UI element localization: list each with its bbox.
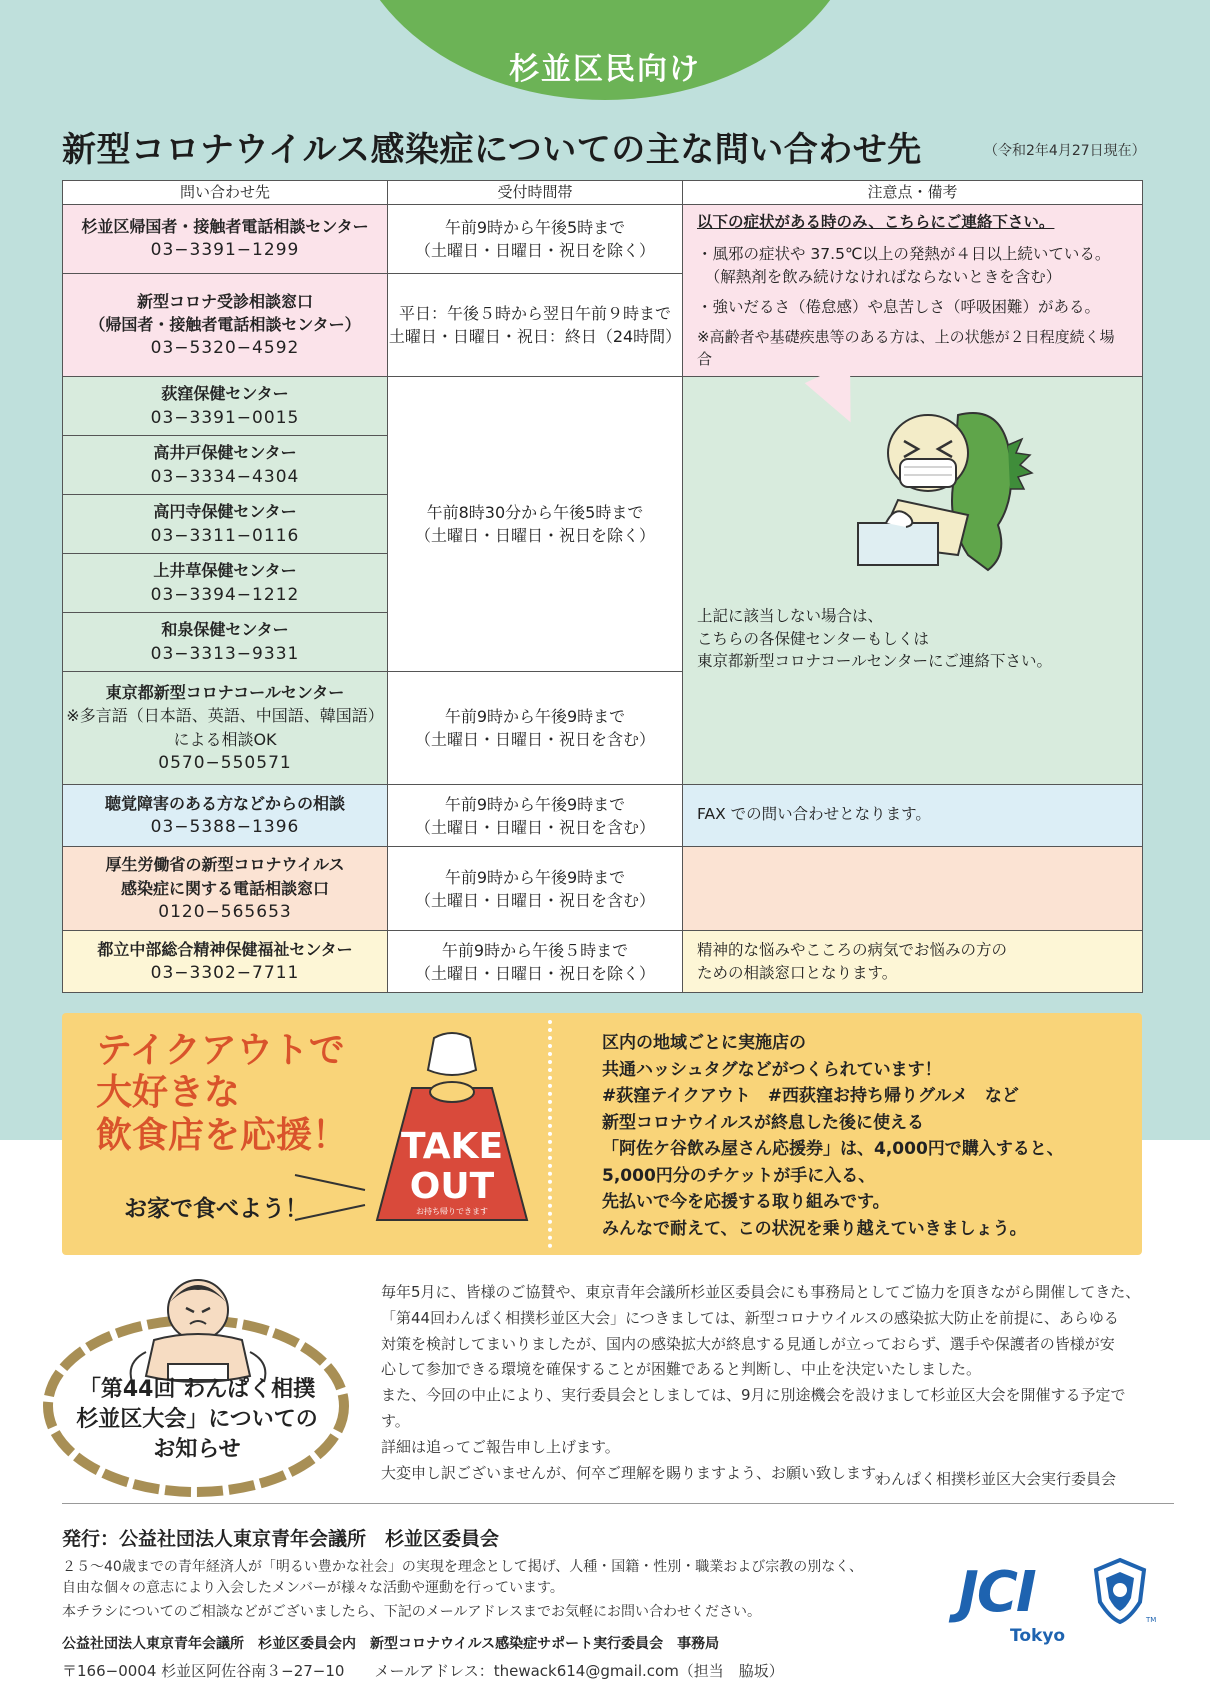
bag-text-small: お持ち帰りできます <box>416 1207 488 1216</box>
audience-label: 杉並区民向け <box>509 52 701 87</box>
takeout-headline <box>96 1030 348 1157</box>
contact-tel: 03−5388−1396 <box>150 817 300 838</box>
contact-tel: 03−5320−4592 <box>150 338 300 359</box>
jci-trademark: TM <box>1146 1616 1157 1624</box>
contact-cell <box>63 847 388 931</box>
takeout-subline: お家で食べよう！ <box>124 1196 308 1222</box>
takeout-body-line: みんなで耐えて、この状況を乗り越えていきましょう。 <box>602 1218 1027 1239</box>
sumo-body-line: 詳細は追ってご報告申し上げます。 <box>381 1437 620 1456</box>
contact-tel: 03−3302−7711 <box>150 963 300 984</box>
column-header-contact: 問い合わせ先 <box>63 181 388 205</box>
publisher-org: 公益社団法人東京青年会議所 杉並区委員会内 新型コロナウイルス感染症サポート実行委員会 事務局 <box>62 1636 720 1652</box>
contact-name: 杉並区帰国者・接触者電話相談センター <box>81 217 369 237</box>
hours-line: （土曜日・日曜日・祝日を含む） <box>414 817 655 837</box>
hours-line: 午前8時30分から午後5時まで <box>426 503 644 523</box>
symptom-item: ・強いだるさ（倦怠感）や息苦しさ（呼吸困難）がある。 <box>697 298 1101 317</box>
contact-name: 都立中部総合精神保健福祉センター <box>97 939 353 959</box>
publisher-address: 〒166−0004 杉並区阿佐谷南３−27−10 メールアドレス：thewack614@gmail.com（担当 脇坂） <box>62 1662 784 1680</box>
hours-line: （土曜日・日曜日・祝日を含む） <box>414 890 655 910</box>
contact-name: 聴覚障害のある方などからの相談 <box>104 793 345 813</box>
hours-line: （土曜日・日曜日・祝日を含む） <box>414 730 655 750</box>
symptom-item: （解熱剤を飲み続けなければならないときを含む） <box>697 267 1062 286</box>
takeout-headline-line: 飲食店を応援！ <box>96 1114 349 1156</box>
contact-name: 高円寺保健センター <box>153 502 297 522</box>
bag-text-take: TAKE <box>400 1126 504 1167</box>
hours-line: 午前9時から午後9時まで <box>444 867 626 887</box>
other-note-line: 東京都新型コロナコールセンターにご連絡下さい。 <box>697 652 1052 671</box>
contact-cell <box>63 672 388 785</box>
sumo-body-line: 「第44回わんぱく相撲杉並区大会」につきましては、新型コロナウイルスの感染拡大防止を前提に、あらゆる <box>381 1308 1119 1327</box>
publisher-description <box>62 1557 962 1599</box>
sumo-body-line: 心して参加できる環境を確保することが困難であると判断し、中止を決定いたしました。 <box>381 1360 982 1379</box>
hours-cell <box>388 785 683 847</box>
contact-name: 厚生労働省の新型コロナウイルス <box>105 855 345 875</box>
contact-name: 和泉保健センター <box>161 620 289 640</box>
jci-logo-text: JCI <box>958 1560 1035 1625</box>
symptom-note-cell <box>683 205 1143 377</box>
contact-cell <box>63 436 388 495</box>
contact-tel: 03−3334−4304 <box>150 466 300 487</box>
sumo-notice-body <box>381 1280 1151 1486</box>
jci-logo-city: Tokyo <box>1010 1626 1066 1646</box>
table-row <box>63 205 1143 274</box>
contact-name: ※多言語（日本語、英語、中国語、韓国語） <box>66 706 384 726</box>
hours-line: 午前9時から午後５時まで <box>441 940 629 960</box>
note-cell <box>683 847 1143 931</box>
contact-name: 荻窪保健センター <box>161 384 289 404</box>
jci-emblem-icon <box>1090 1556 1157 1626</box>
column-header-notes: 注意点・備考 <box>683 181 1143 205</box>
contact-cell <box>63 495 388 554</box>
note-cell <box>683 785 1143 847</box>
contact-tel: 03−3313−9331 <box>150 643 300 664</box>
hours-line: 午前9時から午後5時まで <box>444 217 626 237</box>
contact-tel: 03−3391−1299 <box>150 240 300 261</box>
other-note-line: 上記に該当しない場合は、 <box>697 607 884 626</box>
contact-name: 感染症に関する電話相談窓口 <box>120 878 329 898</box>
contact-cell <box>63 785 388 847</box>
contact-name: 高井戸保健センター <box>153 443 297 463</box>
hours-line: （土曜日・日曜日・祝日を除く） <box>414 240 655 260</box>
hours-line: （土曜日・日曜日・祝日を除く） <box>414 526 655 546</box>
sumo-title-line: 「第44回 わんぱく相撲 <box>78 1377 316 1402</box>
hours-line: 午前9時から午後9時まで <box>444 707 626 727</box>
table-row <box>63 847 1143 931</box>
takeout-body-line: 5,000円分のチケットが手に入る、 <box>602 1165 876 1186</box>
contact-name: 新型コロナ受診相談窓口 <box>136 291 313 311</box>
mental-note-line: ための相談窓口となります。 <box>697 963 898 982</box>
contact-tel: 03−3311−0116 <box>150 525 300 546</box>
contact-tel: 0120−565653 <box>158 901 292 922</box>
publisher-desc-line: ２５〜40歳までの青年経済人が「明るい豊かな社会」の実現を理念として掲げ、人種・国籍・性別・職業および宗教の別なく、 <box>62 1559 863 1575</box>
hours-cell <box>388 205 683 274</box>
takeout-body-line: 区内の地域ごとに実施店の <box>602 1033 806 1053</box>
hours-line: 午前9時から午後9時まで <box>444 794 626 814</box>
section-divider <box>62 1503 1174 1504</box>
sumo-title-line: お知らせ <box>153 1436 241 1462</box>
contact-name: による相談OK <box>173 729 277 749</box>
contact-cell <box>63 377 388 436</box>
publisher-desc-line: 自由な個々の意志により入会したメンバーが様々な活動や運動を行っています。 <box>62 1580 564 1596</box>
contact-name: 上井草保健センター <box>153 561 297 581</box>
contact-cell <box>63 273 388 376</box>
sumo-body-line: 毎年5月に、皆様のご協賛や、東京青年会議所杉並区委員会にも事務局としてご協力を頂きながら開催してきた、 <box>381 1283 1141 1301</box>
table-row <box>63 931 1143 993</box>
takeout-body-line: 「阿佐ケ谷飲み屋さん応援券」は、4,000円で購入すると、 <box>602 1139 1064 1160</box>
publisher-title: 発行：公益社団法人東京青年会議所 杉並区委員会 <box>62 1528 500 1550</box>
hours-line: （土曜日・日曜日・祝日を除く） <box>414 963 655 983</box>
contact-cell <box>63 613 388 672</box>
table-header-row <box>63 181 1143 205</box>
table-row <box>63 785 1143 847</box>
hours-cell <box>388 847 683 931</box>
sumo-body-line: 対策を検討してまいりましたが、国内の感染拡大が終息する見通しが立っておらず、選手や保護者の皆様が安 <box>381 1334 1115 1353</box>
contact-tel: 03−3394−1212 <box>150 584 300 605</box>
hours-line: 土曜日・日曜日・祝日：終日（24時間） <box>388 327 682 347</box>
mental-note-line: 精神的な悩みやこころの病気でお悩みの方の <box>697 941 1008 960</box>
as-of-date: （令和2年4月27日現在） <box>984 143 1146 159</box>
contact-cell <box>63 205 388 274</box>
contact-name: （帰国者・接触者電話相談センター） <box>89 314 361 334</box>
note-cell <box>683 931 1143 993</box>
takeout-bag-icon <box>372 1030 532 1230</box>
takeout-body <box>602 1030 1064 1242</box>
contact-tel: 0570−550571 <box>158 752 292 773</box>
sumo-body-line: また、今回の中止により、実行委員会としましては、9月に別途機会を設けまして杉並区大会を開催する予定です。 <box>381 1386 1126 1430</box>
takeout-body-line: 先払いで今を応援する取り組みです。 <box>602 1192 890 1213</box>
takeout-headline-line: 大好きな <box>96 1072 241 1114</box>
publisher-inquiry: 本チラシについてのご相談などがございましたら、下記のメールアドレスまでお気軽にお問い合わせください。 <box>62 1604 762 1620</box>
sumo-title-line: 杉並区大会」についての <box>76 1406 318 1432</box>
takeout-body-line: 共通ハッシュタグなどがつくられています！ <box>602 1059 942 1080</box>
sumo-title <box>62 1375 332 1465</box>
bag-text-out: OUT <box>409 1166 495 1207</box>
takeout-headline-line: テイクアウトで <box>96 1030 345 1071</box>
other-note-line: こちらの各保健センターもしくは <box>697 629 929 648</box>
sumo-signature: わんぱく相撲杉並区大会実行委員会 <box>876 1470 1117 1488</box>
contacts-table <box>62 180 1143 993</box>
hours-line: 平日：午後５時から翌日午前９時まで <box>398 303 671 323</box>
takeout-hashtags: #荻窪テイクアウト #西荻窪お持ち帰りグルメ など <box>602 1086 1019 1107</box>
contact-name: 東京都新型コロナコールセンター <box>105 683 345 703</box>
column-header-hours: 受付時間帯 <box>388 181 683 205</box>
takeout-body-line: 新型コロナウイルスが終息した後に使える <box>602 1112 924 1133</box>
page-title: 新型コロナウイルス感染症についての主な問い合わせ先 <box>62 130 922 170</box>
symptom-note-head: 以下の症状がある時のみ、こちらにご連絡下さい。 <box>697 213 1055 231</box>
hours-cell <box>388 273 683 376</box>
masked-mascot-icon <box>858 405 1038 575</box>
contact-cell <box>63 931 388 993</box>
contact-tel: 03−3391−0015 <box>150 407 300 428</box>
symptom-footnote: ※高齢者や基礎疾患等のある方は、上の状態が２日程度続く場合 <box>697 327 1115 368</box>
fax-note: FAX での問い合わせとなります。 <box>697 805 931 824</box>
contact-cell <box>63 554 388 613</box>
hours-cell <box>388 377 683 672</box>
symptom-item: ・風邪の症状や 37.5℃以上の発熱が４日以上続いている。 <box>697 245 1111 264</box>
hours-cell <box>388 931 683 993</box>
sumo-body-line: 大変申し訳ございませんが、何卒ご理解を賜りますよう、お願い致します。 <box>381 1463 890 1482</box>
hours-cell <box>388 672 683 785</box>
